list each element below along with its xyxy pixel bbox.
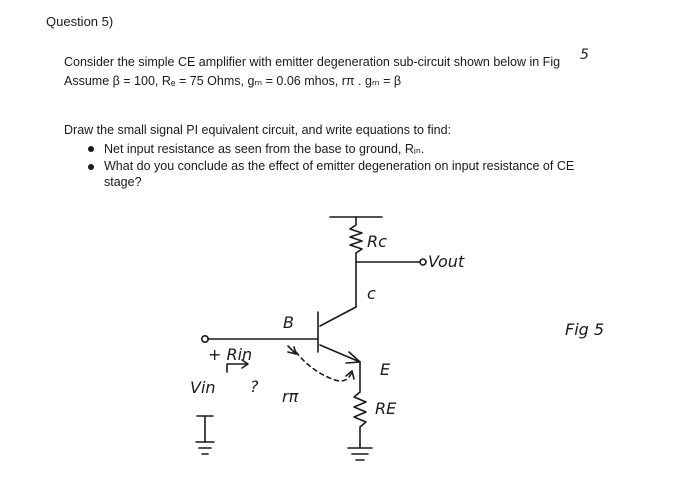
question-title: Question 5) bbox=[46, 14, 114, 29]
question-line-2: Assume β = 100, Rₑ = 75 Ohms, gₘ = 0.06 mhos, rπ . gₘ = β bbox=[64, 74, 402, 88]
collector-resistor bbox=[350, 217, 362, 262]
bullet-item-2: What do you conclude as the effect of emitter degeneration on input resistance of CE bbox=[104, 159, 575, 173]
rin-arrow-shaft bbox=[227, 364, 247, 372]
label-vout: Vout bbox=[428, 252, 465, 271]
label-base: B bbox=[283, 313, 294, 332]
label-collector: c bbox=[367, 284, 376, 303]
label-fig: Fig 5 bbox=[565, 320, 605, 339]
label-vin: Vin bbox=[190, 378, 216, 397]
bullet-item-2-continued: stage? bbox=[104, 175, 142, 189]
label-emitter: E bbox=[380, 360, 391, 379]
handwritten-fig-number: 5 bbox=[580, 47, 589, 63]
emitter-resistor bbox=[354, 392, 366, 448]
collector-lead bbox=[320, 307, 356, 326]
question-line-3: Draw the small signal PI equivalent circuit, and write equations to find: bbox=[64, 123, 451, 137]
vout-terminal bbox=[420, 259, 426, 265]
label-re: RE bbox=[375, 399, 397, 418]
bullet-item-1: Net input resistance as seen from the base to ground, Rᵢₙ. bbox=[104, 142, 425, 156]
label-rpi: rπ bbox=[282, 387, 299, 406]
emitter-lead bbox=[320, 345, 360, 362]
label-rc: Rc bbox=[367, 232, 387, 251]
rpi-dashed-path bbox=[296, 352, 352, 381]
label-question-mark: ? bbox=[250, 377, 259, 396]
question-line-1-text: Consider the simple CE amplifier with emitter degeneration sub-circuit shown below in Fig bbox=[64, 55, 561, 69]
label-rin: + Rin bbox=[208, 345, 253, 364]
